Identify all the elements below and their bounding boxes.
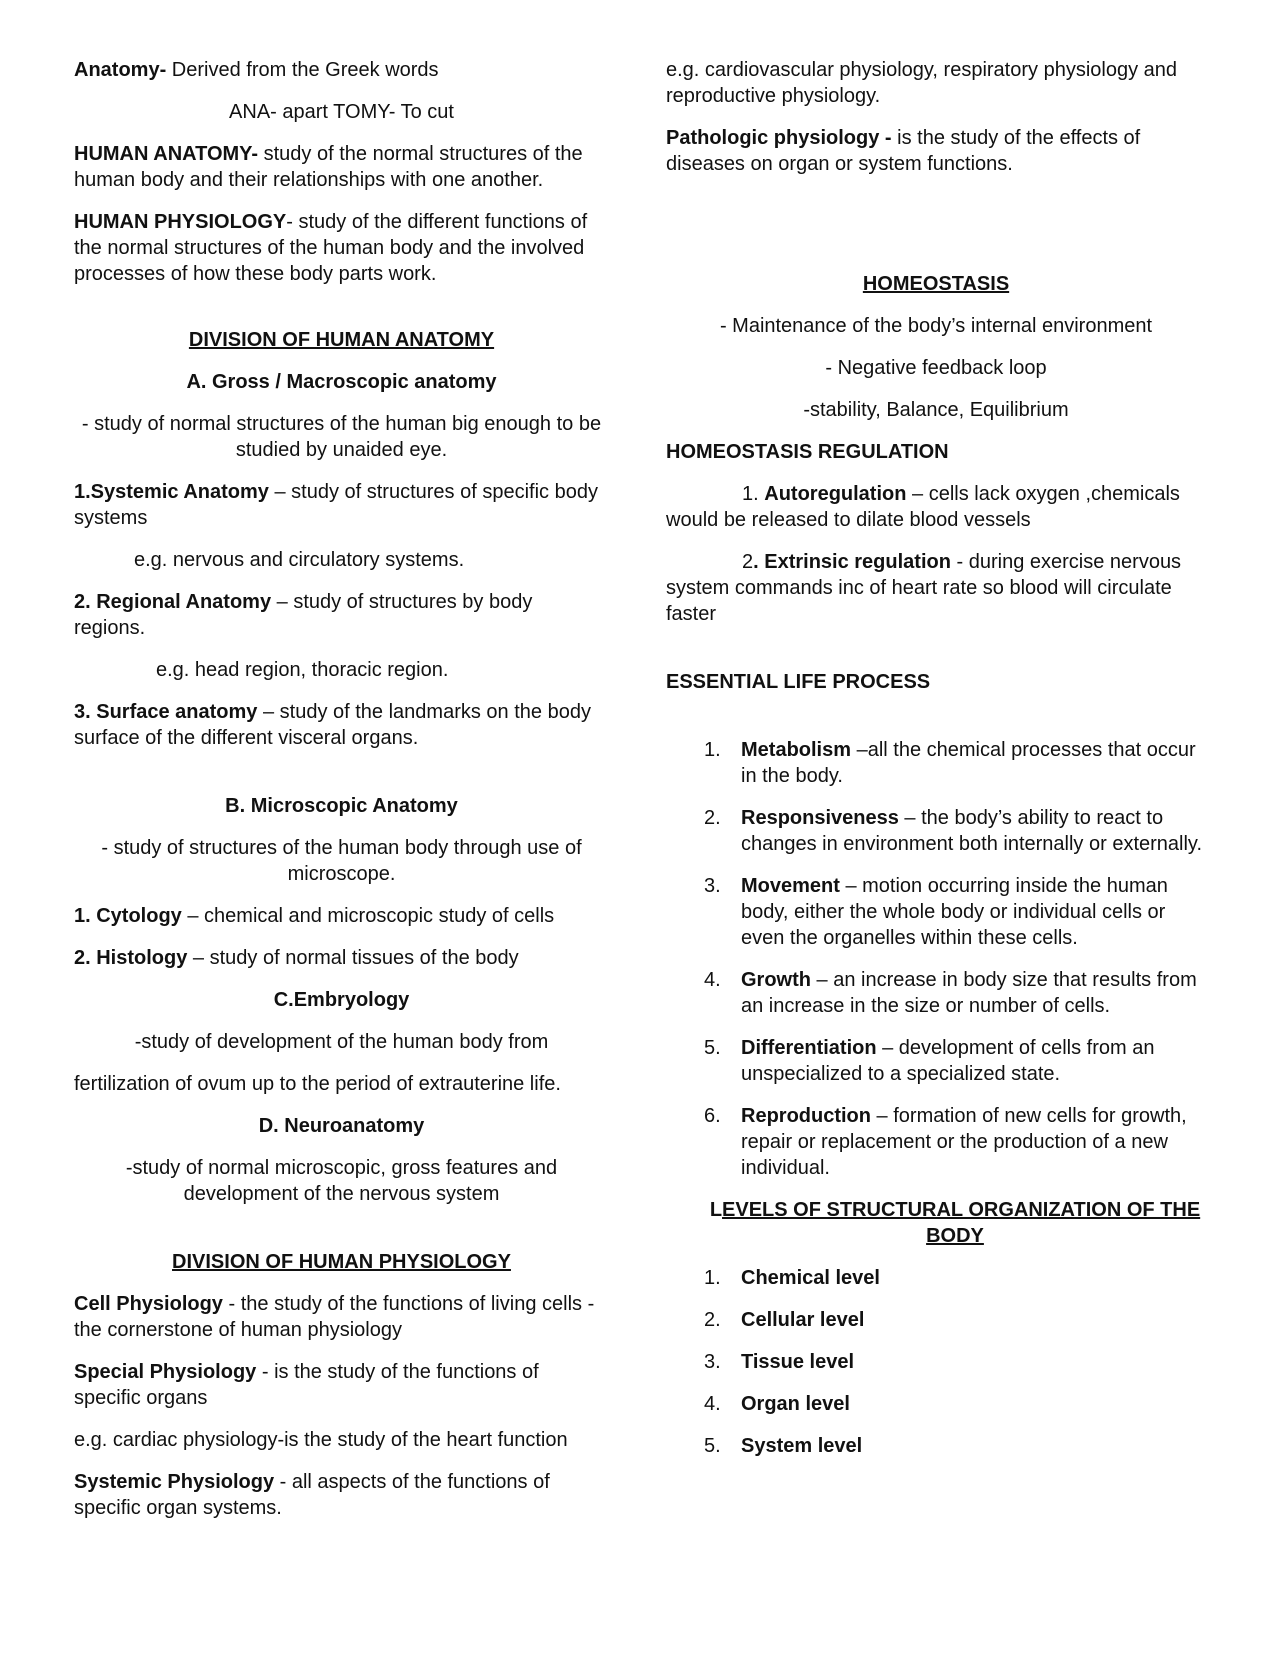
levels-of-organization-heading <box>666 1197 1206 1249</box>
list-number: 2. <box>704 807 721 829</box>
life-process-def: – formation of new cells for growth, repair or replacement or the production of a new individual. <box>741 1105 1187 1179</box>
division-physiology-heading: DIVISION OF HUMAN PHYSIOLOGY <box>172 1251 511 1273</box>
list-number: 3. <box>704 1351 721 1373</box>
extrinsic-regulation <box>666 549 1206 627</box>
gross-anatomy-heading: A. Gross / Macroscopic anatomy <box>186 371 497 393</box>
histology <box>74 945 609 971</box>
regional-anatomy-def: – study of structures by body regions. <box>74 591 533 639</box>
autoregulation-def: – cells lack oxygen ,chemicals would be released to dilate blood vessels <box>666 483 1180 531</box>
level-label: System level <box>741 1435 863 1457</box>
pathologic-physiology <box>666 125 1206 177</box>
life-process-def: – motion occurring inside the human body, either the whole body or individual cells or even the organelles within these cells. <box>741 875 1168 949</box>
pathologic-physiology-def: is the study of the effects of diseases on organ or system functions. <box>666 127 1141 175</box>
systemic-anatomy-def: – study of structures of specific body systems <box>74 481 598 529</box>
life-process-term: Growth <box>741 969 811 991</box>
homeostasis-line-1: - Maintenance of the body’s internal environment <box>719 315 1153 337</box>
list-item <box>666 805 1206 857</box>
list-item <box>666 967 1206 1019</box>
list-item <box>666 1349 1206 1375</box>
special-physiology-def: - is the study of the functions of specific organs <box>74 1361 539 1409</box>
histology-def: – study of normal tissues of the body <box>187 947 519 969</box>
list-number: 1. <box>704 1267 721 1289</box>
levels-list <box>666 1265 1206 1459</box>
list-number: 2. <box>704 1309 721 1331</box>
homeostasis-heading: HOMEOSTASIS <box>862 273 1010 295</box>
list-number: 3. <box>704 875 721 897</box>
special-physiology <box>74 1359 609 1411</box>
level-label: Organ level <box>741 1393 850 1415</box>
level-label: Tissue level <box>741 1351 855 1373</box>
list-number: 4. <box>704 969 721 991</box>
level-label: Chemical level <box>741 1267 880 1289</box>
cytology <box>74 903 609 929</box>
homeostasis-line-2: - Negative feedback loop <box>825 357 1047 379</box>
homeostasis-line-3: -stability, Balance, Equilibrium <box>803 399 1069 421</box>
gross-anatomy-def: - study of normal structures of the human big enough to be studied by unaided eye. <box>81 413 602 461</box>
life-process-def: – development of cells from an unspecialized to a specialized state. <box>741 1037 1155 1085</box>
embryology-def-line1: -study of development of the human body from <box>134 1031 549 1053</box>
histology-term: 2. Histology <box>74 947 188 969</box>
list-item <box>666 1433 1206 1459</box>
regional-anatomy-term: 2. Regional Anatomy <box>74 591 272 613</box>
special-physiology-term: Special Physiology <box>74 1361 257 1383</box>
neuroanatomy-def: -study of normal microscopic, gross features and development of the nervous system <box>125 1157 558 1205</box>
life-process-term: Reproduction <box>741 1105 871 1127</box>
list-number: 4. <box>704 1393 721 1415</box>
autoregulation-term: Autoregulation <box>764 483 907 505</box>
life-process-def: –all the chemical processes that occur in the body. <box>741 739 1196 787</box>
surface-anatomy <box>74 699 609 751</box>
human-anatomy-definition <box>74 141 609 193</box>
neuroanatomy-heading: D. Neuroanatomy <box>258 1115 425 1137</box>
levels-heading-first-letter: L <box>709 1199 723 1221</box>
surface-anatomy-term: 3. Surface anatomy <box>74 701 258 723</box>
cytology-term: 1. Cytology <box>74 905 182 927</box>
life-process-term: Differentiation <box>741 1037 877 1059</box>
systemic-physiology-def: - all aspects of the functions of specific organ systems. <box>74 1471 550 1519</box>
extrinsic-regulation-number: 2 <box>742 551 754 573</box>
list-item <box>666 1265 1206 1291</box>
extrinsic-regulation-def: - during exercise nervous system commands inc of heart rate so blood will circulate faster <box>666 551 1182 625</box>
surface-anatomy-def: – study of the landmarks on the body surface of the different visceral organs. <box>74 701 591 749</box>
list-item <box>666 873 1206 951</box>
cytology-def: – chemical and microscopic study of cells <box>181 905 555 927</box>
pathologic-physiology-term: Pathologic physiology - <box>666 127 892 149</box>
right-column <box>666 57 1206 1475</box>
systemic-physiology <box>74 1469 609 1521</box>
anatomy-definition <box>74 57 609 83</box>
microscopic-anatomy-def: - study of structures of the human body through use of microscope. <box>101 837 582 885</box>
microscopic-anatomy-heading: B. Microscopic Anatomy <box>225 795 458 817</box>
list-number: 1. <box>704 739 721 761</box>
levels-heading-rest: EVELS OF STRUCTURAL ORGANIZATION OF THE BODY <box>722 1199 1201 1247</box>
anatomy-def: Derived from the Greek words <box>166 59 439 81</box>
life-process-term: Movement <box>741 875 840 897</box>
life-process-term: Responsiveness <box>741 807 899 829</box>
homeostasis-regulation-heading: HOMEOSTASIS REGULATION <box>666 441 949 463</box>
cell-physiology-term: Cell Physiology <box>74 1293 223 1315</box>
autoregulation <box>666 481 1206 533</box>
human-physiology-definition <box>74 209 609 287</box>
essential-life-process-heading: ESSENTIAL LIFE PROCESS <box>666 671 931 693</box>
life-process-term: Metabolism <box>741 739 852 761</box>
list-item <box>666 1103 1206 1181</box>
cell-physiology-def: - the study of the functions of living cells - the cornerstone of human physiology <box>74 1293 595 1341</box>
embryology-heading: C.Embryology <box>273 989 410 1011</box>
extrinsic-regulation-term: . Extrinsic regulation <box>753 551 951 573</box>
autoregulation-number: 1. <box>742 483 765 505</box>
list-item <box>666 737 1206 789</box>
list-item <box>666 1035 1206 1087</box>
cell-physiology <box>74 1291 609 1343</box>
regional-anatomy <box>74 589 609 641</box>
life-process-def: – an increase in body size that results from an increase in the size or number of cells. <box>741 969 1197 1017</box>
anatomy-term: Anatomy- <box>74 59 167 81</box>
life-process-def: – the body’s ability to react to changes in environment both internally or externally. <box>741 807 1202 855</box>
left-column <box>74 57 609 1537</box>
list-number: 5. <box>704 1435 721 1457</box>
list-number: 6. <box>704 1105 721 1127</box>
human-physiology-def: - study of the different functions of the normal structures of the human body and the involved processes of how these body parts work. <box>74 211 588 285</box>
list-item <box>666 1391 1206 1417</box>
human-anatomy-term: HUMAN ANATOMY- <box>74 143 259 165</box>
regional-anatomy-example: e.g. head region, thoracic region. <box>156 659 449 681</box>
embryology-def-line2: fertilization of ovum up to the period of extrauterine life. <box>74 1073 561 1095</box>
systemic-physiology-example: e.g. cardiovascular physiology, respiratory physiology and reproductive physiology. <box>666 59 1178 107</box>
ana-tomy-etymology: ANA- apart TOMY- To cut <box>229 101 454 123</box>
special-physiology-example: e.g. cardiac physiology-is the study of the heart function <box>74 1429 568 1451</box>
life-process-list <box>666 737 1206 1181</box>
list-number: 5. <box>704 1037 721 1059</box>
division-anatomy-heading: DIVISION OF HUMAN ANATOMY <box>188 329 495 351</box>
systemic-anatomy-term: 1.Systemic Anatomy <box>74 481 269 503</box>
level-label: Cellular level <box>741 1309 865 1331</box>
systemic-anatomy <box>74 479 609 531</box>
human-physiology-term: HUMAN PHYSIOLOGY <box>74 211 287 233</box>
list-item <box>666 1307 1206 1333</box>
human-anatomy-def: study of the normal structures of the human body and their relationships with one another. <box>74 143 583 191</box>
systemic-physiology-term: Systemic Physiology <box>74 1471 275 1493</box>
systemic-anatomy-example: e.g. nervous and circulatory systems. <box>134 549 465 571</box>
